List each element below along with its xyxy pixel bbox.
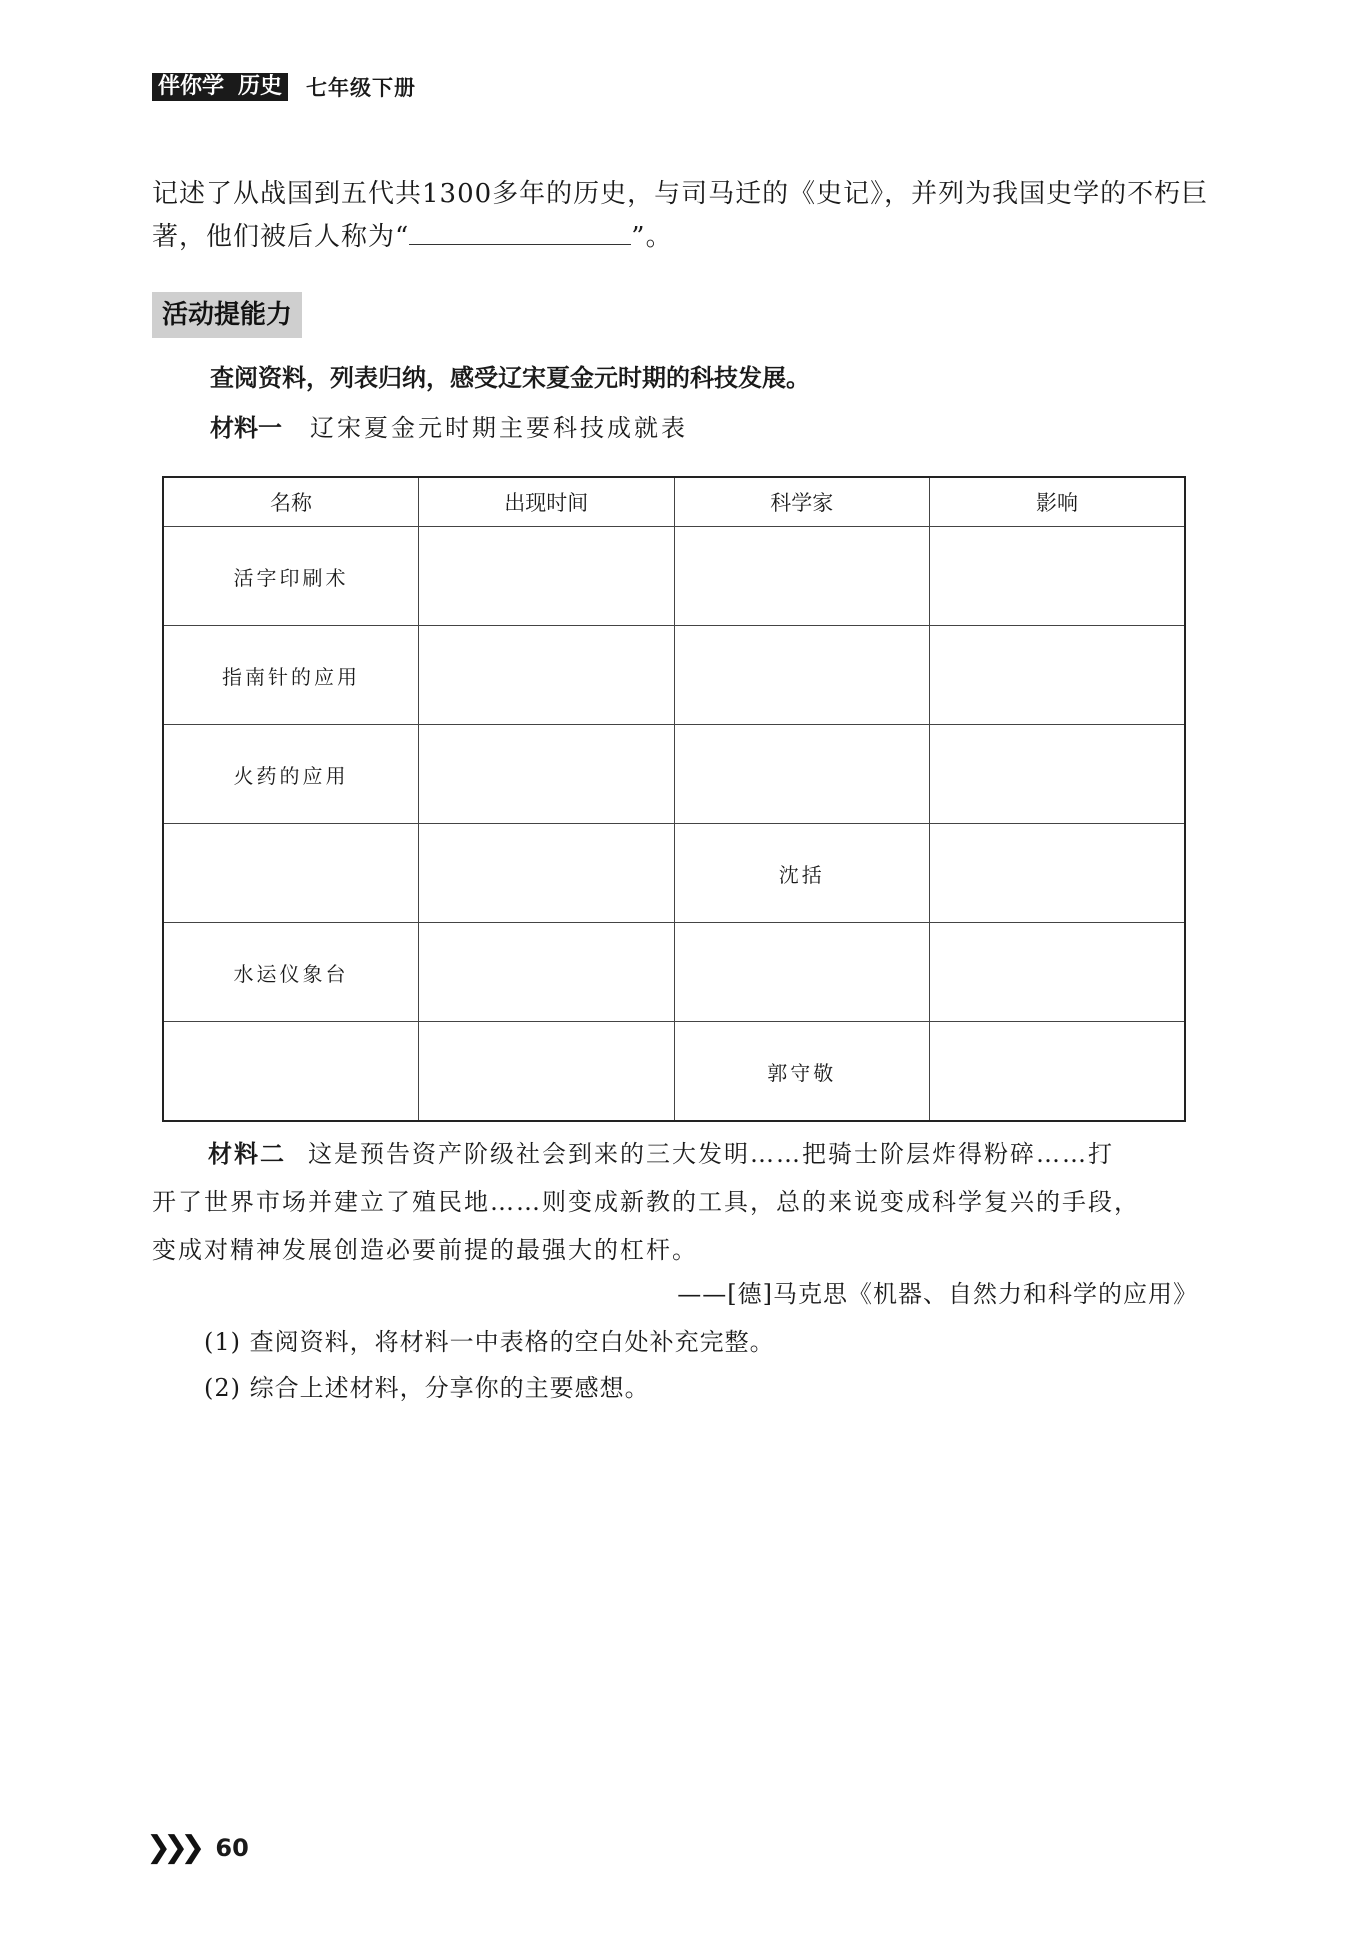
table-cell[interactable] [419,824,675,923]
table-header-row [163,477,1185,527]
table-cell[interactable] [930,824,1186,923]
grade-label: 七年级下册 [306,75,417,100]
fill-in-blank[interactable] [409,218,631,245]
brand-subject: 历史 [238,74,283,99]
material-2 [152,1130,1200,1274]
table-row [163,824,1185,923]
page-footer [146,1830,249,1865]
material-2-text-1: 这是预告资产阶级社会到来的三大发明……把骑士阶层炸得粉碎……打 [308,1140,1114,1168]
table-cell[interactable] [930,626,1186,725]
task-instruction: 查阅资料，列表归纳，感受辽宋夏金元时期的科技发展。 [210,364,810,392]
table-cell[interactable] [674,923,930,1022]
table-row [163,923,1185,1022]
table-cell[interactable] [674,626,930,725]
header-scientist: 科学家 [674,477,930,527]
table-cell[interactable] [419,923,675,1022]
table-cell[interactable] [930,527,1186,626]
tech-achievements-table [162,476,1186,1122]
table-cell[interactable] [163,1022,419,1122]
header-time: 出现时间 [419,477,675,527]
table-cell[interactable] [419,725,675,824]
header-name: 名称 [163,477,419,527]
brand-series-name: 伴你学 [158,74,225,99]
header-impact: 影响 [930,477,1186,527]
table-cell[interactable] [674,527,930,626]
table-cell: 水运仪象台 [163,923,419,1022]
material-1-label: 材料一 [210,414,282,442]
quote-source: ——[德]马克思《机器、自然力和科学的应用》 [677,1280,1198,1308]
table-row [163,527,1185,626]
material-2-line-1 [152,1130,1200,1178]
table-cell[interactable] [930,1022,1186,1122]
table-cell: 活字印刷术 [163,527,419,626]
table-cell: 火药的应用 [163,725,419,824]
table-cell: 郭守敬 [674,1022,930,1122]
table-cell[interactable] [419,527,675,626]
question-1: (1) 查阅资料，将材料一中表格的空白处补充完整。 [204,1328,775,1356]
material-2-label: 材料二 [208,1140,286,1168]
table-cell[interactable] [930,725,1186,824]
triple-chevron-icon: ❯❯❯ [146,1830,198,1865]
intro-line-2 [152,218,673,255]
material-1-title: 辽宋夏金元时期主要科技成就表 [310,414,688,442]
material-2-line-2: 开了世界市场并建立了殖民地……则变成新教的工具，总的来说变成科学复兴的手段， [152,1188,1140,1216]
section-title: 活动提能力 [152,292,302,338]
page-header [152,72,416,102]
table-cell[interactable] [419,1022,675,1122]
table-cell: 沈括 [674,824,930,923]
table-cell[interactable] [163,824,419,923]
table-row [163,1022,1185,1122]
intro-line-2-after: ”。 [631,222,673,252]
page-number: 60 [215,1833,249,1862]
table-cell[interactable] [419,626,675,725]
series-brand [152,73,288,101]
material-1-heading [210,410,688,446]
material-2-line-3: 变成对精神发展创造必要前提的最强大的杠杆。 [152,1236,698,1264]
intro-line-1: 记述了从战国到五代共1300多年的历史，与司马迁的《史记》，并列为我国史学的不朽巨 [152,179,1209,209]
table-row [163,626,1185,725]
table-cell: 指南针的应用 [163,626,419,725]
question-2: (2) 综合上述材料，分享你的主要感想。 [204,1374,650,1402]
intro-line-2-before: 著，他们被后人称为“ [152,222,410,252]
table-cell[interactable] [930,923,1186,1022]
table-cell[interactable] [674,725,930,824]
table-row [163,725,1185,824]
